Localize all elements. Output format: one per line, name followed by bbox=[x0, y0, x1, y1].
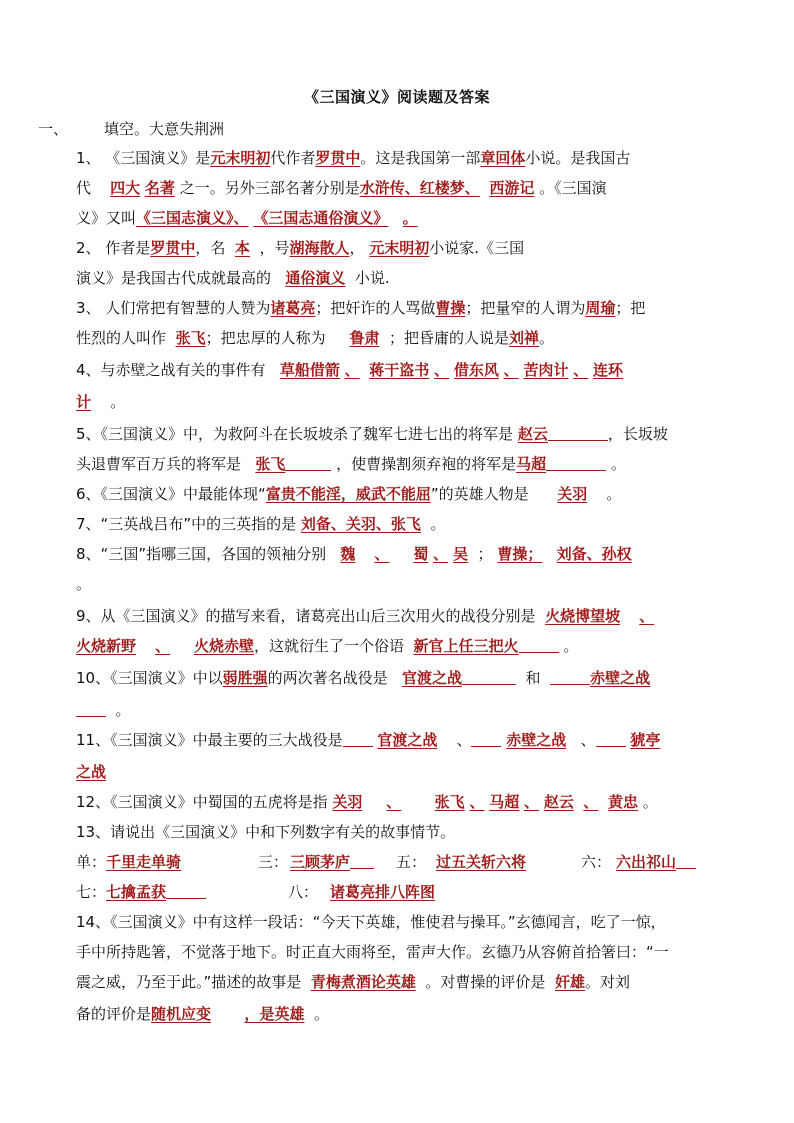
question-text: 六： bbox=[581, 853, 612, 871]
question-text: 震之威，乃至于此。”描述的故事是 bbox=[76, 973, 302, 991]
question-text: 。 bbox=[430, 515, 446, 533]
answer-text: 、 bbox=[374, 545, 390, 563]
question-text: ； bbox=[477, 545, 493, 563]
answer-text: 三顾茅庐 bbox=[290, 853, 351, 871]
answer-text: 曹操； bbox=[497, 545, 543, 563]
question-text: ，使曹操割须弃袍的将军是 bbox=[336, 455, 517, 473]
answer-blank-line bbox=[462, 670, 516, 685]
question-text: 。《三国演 bbox=[539, 179, 607, 197]
answer-text: 随机应变 bbox=[151, 1005, 212, 1023]
question-text: 的两次著名战役是 bbox=[267, 669, 388, 687]
question-text: 备的评价是 bbox=[76, 1005, 152, 1023]
q3-line2 bbox=[76, 328, 726, 348]
answer-text: 、 bbox=[233, 209, 249, 227]
question-text: 。 bbox=[563, 637, 579, 655]
q4-line1 bbox=[76, 360, 726, 380]
q13-row1 bbox=[76, 852, 726, 872]
answer-text: 蒋干盗书 bbox=[369, 361, 430, 379]
question-text: 8、“三国”指哪三国，各国的领袖分别 bbox=[76, 545, 327, 563]
question-text: ，名 bbox=[195, 239, 226, 257]
question-text: 13、请说出《三国演义》中和下列数字有关的故事情节。 bbox=[76, 823, 456, 841]
answer-text: 、 bbox=[573, 361, 589, 379]
answer-text: 、 bbox=[404, 179, 420, 197]
q7-line bbox=[76, 514, 726, 534]
answer-text: 青梅煮酒论英雄 bbox=[310, 973, 416, 991]
question-text: ， bbox=[349, 239, 365, 257]
answer-text: 过五关斩六将 bbox=[436, 853, 527, 871]
question-text: 5、《三国演义》中，为救阿斗在长坂坡杀了魏军七进七出的将军是 bbox=[76, 425, 514, 443]
question-text: 。 bbox=[642, 793, 658, 811]
question-text: 14、《三国演义》中有这样一段话：“今天下英雄，惟使君与操耳。”玄德闻言，吃了一惊， bbox=[76, 913, 666, 931]
q12-line bbox=[76, 792, 726, 812]
answer-text: 周瑜 bbox=[585, 299, 616, 317]
question-text: 4、与赤壁之战有关的事件有 bbox=[76, 361, 266, 379]
q14-line4 bbox=[76, 1004, 726, 1024]
answer-text: 草船借箭 bbox=[279, 361, 340, 379]
q11-line2 bbox=[76, 762, 726, 782]
page-title: 《三国演义》阅读题及答案 bbox=[303, 88, 490, 106]
answer-text: 火烧新野 bbox=[76, 637, 137, 655]
answer-text: 通俗演义 bbox=[285, 269, 346, 287]
question-text: 1、 《三国演义》是 bbox=[76, 149, 211, 167]
answer-text: 元末明初 bbox=[210, 149, 271, 167]
answer-text: 罗贯中 bbox=[150, 239, 196, 257]
question-text: 。对刘 bbox=[584, 973, 630, 991]
answer-text: 、 bbox=[433, 545, 449, 563]
answer-text: 张飞 bbox=[255, 455, 286, 473]
answer-text: 关羽 bbox=[557, 485, 588, 503]
question-text: 2、 作者是 bbox=[76, 239, 151, 257]
answer-text: 黄忠 bbox=[607, 793, 638, 811]
q2-line1 bbox=[76, 238, 726, 258]
answer-text: 奸雄 bbox=[554, 973, 585, 991]
answer-blank-line bbox=[519, 638, 559, 653]
question-text: ；把忠厚的人称为 bbox=[205, 329, 326, 347]
answer-text: 、 bbox=[583, 793, 599, 811]
question-text: 11、《三国演义》中最主要的三大战役是 bbox=[76, 731, 343, 749]
section-number: 一、 bbox=[38, 120, 69, 138]
question-text: 小说。是我国古 bbox=[525, 149, 631, 167]
answer-text: 赤壁之战 bbox=[590, 669, 651, 687]
question-text: 。这是我国第一部 bbox=[360, 149, 481, 167]
question-text: ；把量窄的人谓为 bbox=[465, 299, 586, 317]
question-text: 小说. bbox=[354, 269, 390, 287]
answer-text: 火烧赤壁 bbox=[193, 637, 254, 655]
q10-line1 bbox=[76, 668, 726, 688]
answer-text: 诸葛亮排八阵图 bbox=[330, 883, 436, 901]
answer-text: 湖海散人 bbox=[289, 239, 350, 257]
answer-text: 、 bbox=[639, 607, 655, 625]
q13-row2 bbox=[76, 882, 726, 902]
answer-blank-line bbox=[285, 456, 331, 471]
answer-text: 猇亭 bbox=[630, 731, 661, 749]
question-text: 代 bbox=[76, 179, 92, 197]
question-text: 12、《三国演义》中蜀国的五虎将是指 bbox=[76, 793, 328, 811]
answer-text: 七擒孟获 bbox=[106, 883, 167, 901]
answer-text: 孙权 bbox=[601, 545, 632, 563]
answer-text: 赵云 bbox=[543, 793, 574, 811]
question-text: 。 bbox=[610, 455, 626, 473]
answer-text: 赵云 bbox=[517, 425, 548, 443]
q9-line2 bbox=[76, 636, 726, 656]
q11-line1 bbox=[76, 730, 726, 750]
q14-line2 bbox=[76, 942, 726, 962]
q3-line1 bbox=[76, 298, 726, 318]
question-text: ；把 bbox=[615, 299, 646, 317]
question-text: 6、《三国演义》中最能体现“ bbox=[76, 485, 266, 503]
answer-text: 、 bbox=[469, 793, 485, 811]
answer-blank-line bbox=[596, 732, 626, 747]
answer-text: 刘备 bbox=[556, 545, 587, 563]
answer-text: 刘备、关羽、张飞 bbox=[300, 515, 421, 533]
answer-text: 、 bbox=[434, 361, 450, 379]
question-text: 小说家.《三国 bbox=[429, 239, 525, 257]
question-text: 手中所持匙箸，不觉落于地下。时正直大雨将至，雷声大作。玄德乃从容俯首拾箸曰：“一 bbox=[76, 943, 669, 961]
question-text: 单： bbox=[76, 853, 107, 871]
question-text: ；把昏庸的人说是 bbox=[389, 329, 510, 347]
answer-text: 富贵不能淫，威武不能屈 bbox=[265, 485, 431, 503]
answer-blank-line bbox=[550, 670, 590, 685]
answer-text: 《三国志通俗演义》 bbox=[253, 209, 389, 227]
answer-text: 四大 bbox=[110, 179, 141, 197]
question-text: 3、 人们常把有智慧的人赞为 bbox=[76, 299, 271, 317]
answer-text: 新官上任三把火 bbox=[413, 637, 519, 655]
q14-line3 bbox=[76, 972, 726, 992]
q14-line1 bbox=[76, 912, 726, 932]
answer-text: 六出祁山 bbox=[616, 853, 677, 871]
answer-blank-line bbox=[471, 732, 501, 747]
answer-text: 计 bbox=[76, 393, 92, 411]
answer-text: 千里走单骑 bbox=[106, 853, 182, 871]
q1-line1 bbox=[76, 148, 726, 168]
answer-text: 火烧博望坡 bbox=[545, 607, 621, 625]
q1-line2 bbox=[76, 178, 726, 198]
question-text: 三： bbox=[258, 853, 289, 871]
question-text: 之一。另外三部名著分别是 bbox=[179, 179, 360, 197]
answer-text: 关羽 bbox=[332, 793, 363, 811]
answer-text: 连环 bbox=[593, 361, 624, 379]
answer-blank-line bbox=[76, 702, 106, 717]
question-text: 9、从《三国演义》的描写来看，诸葛亮出山后三次用火的战役分别是 bbox=[76, 607, 536, 625]
question-text: 、 bbox=[456, 731, 472, 749]
answer-text: 之战 bbox=[76, 763, 107, 781]
q5-line1 bbox=[76, 424, 726, 444]
answer-blank-line bbox=[548, 426, 608, 441]
answer-text: 鲁肃 bbox=[349, 329, 380, 347]
question-text: 性烈的人叫作 bbox=[76, 329, 167, 347]
q13-line bbox=[76, 822, 726, 842]
answer-text: 、 bbox=[386, 793, 402, 811]
question-text: 。 bbox=[539, 329, 555, 347]
answer-text: 元末明初 bbox=[369, 239, 430, 257]
q1-line3 bbox=[76, 208, 726, 228]
question-text: ；把奸诈的人骂做 bbox=[315, 299, 436, 317]
answer-text: 、 bbox=[464, 179, 480, 197]
answer-text: 曹操 bbox=[435, 299, 466, 317]
answer-text: 借东风 bbox=[453, 361, 499, 379]
question-text: 。 bbox=[115, 701, 131, 719]
q5-line2 bbox=[76, 454, 726, 474]
question-text: 。 bbox=[314, 1005, 330, 1023]
answer-text: 、 bbox=[344, 361, 360, 379]
answer-text: 章回体 bbox=[480, 149, 526, 167]
question-text: 。对曹操的评价是 bbox=[425, 973, 546, 991]
answer-text: 、 bbox=[155, 637, 171, 655]
answer-text: 弱胜强 bbox=[222, 669, 268, 687]
answer-blank-line bbox=[343, 732, 373, 747]
question-text: 10、《三国演义》中以 bbox=[76, 669, 223, 687]
question-text: ，这就衍生了一个俗语 bbox=[253, 637, 404, 655]
question-text: ”的英雄人物是 bbox=[430, 485, 529, 503]
answer-blank-line bbox=[350, 854, 374, 869]
question-text: 义》又叫 bbox=[76, 209, 137, 227]
question-text: 头退曹军百万兵的将军是 bbox=[76, 455, 242, 473]
answer-text: 罗贯中 bbox=[315, 149, 361, 167]
answer-text: 张飞 bbox=[175, 329, 206, 347]
answer-text: 。 bbox=[402, 209, 418, 227]
answer-text: 张飞 bbox=[434, 793, 465, 811]
answer-text: 名著 bbox=[144, 179, 175, 197]
question-text: 、 bbox=[580, 731, 596, 749]
section-heading: 填空。大意失荆洲 bbox=[104, 120, 225, 138]
answer-blank-line bbox=[676, 854, 696, 869]
question-text: ，长坂坡 bbox=[607, 425, 668, 443]
question-text: 代作者 bbox=[270, 149, 316, 167]
answer-text: 苦肉计 bbox=[523, 361, 569, 379]
question-text: 。 bbox=[606, 485, 622, 503]
answer-text: 西游记 bbox=[489, 179, 535, 197]
q4-line2 bbox=[76, 392, 726, 412]
q6-line bbox=[76, 484, 726, 504]
answer-text: ， bbox=[244, 1005, 260, 1023]
answer-text: 、 bbox=[586, 545, 602, 563]
answer-text: 红楼梦 bbox=[419, 179, 465, 197]
question-text: 五： bbox=[396, 853, 427, 871]
question-text: 。 bbox=[110, 393, 126, 411]
answer-text: 赤壁之战 bbox=[506, 731, 567, 749]
answer-text: 《三国志演义》 bbox=[136, 209, 234, 227]
answer-text: 诸葛亮 bbox=[270, 299, 316, 317]
answer-text: 蜀 bbox=[413, 545, 429, 563]
answer-blank-line bbox=[546, 456, 606, 471]
q10-line2 bbox=[76, 700, 726, 720]
answer-text: 本 bbox=[234, 239, 250, 257]
question-text: 八： bbox=[288, 883, 319, 901]
question-text: 7、“三英战吕布”中的三英指的是 bbox=[76, 515, 297, 533]
answer-blank-line bbox=[166, 884, 206, 899]
answer-text: 刘禅 bbox=[509, 329, 540, 347]
answer-text: 、 bbox=[524, 793, 540, 811]
q8-line1 bbox=[76, 544, 726, 564]
answer-text: 魏 bbox=[340, 545, 356, 563]
answer-text: 水浒传 bbox=[359, 179, 405, 197]
q8-line2 bbox=[76, 574, 726, 594]
question-text: 七： bbox=[76, 883, 107, 901]
question-text: 和 bbox=[525, 669, 541, 687]
answer-text: 、 bbox=[503, 361, 519, 379]
answer-text: 吴 bbox=[452, 545, 468, 563]
q2-line2 bbox=[76, 268, 726, 288]
answer-text: 官渡之战 bbox=[377, 731, 438, 749]
question-text: 。 bbox=[76, 575, 92, 593]
answer-text: 马超 bbox=[489, 793, 520, 811]
question-text: 演义》是我国古代成就最高的 bbox=[76, 269, 272, 287]
answer-text: 马超 bbox=[516, 455, 547, 473]
question-text: ，号 bbox=[259, 239, 290, 257]
answer-text: 官渡之战 bbox=[401, 669, 462, 687]
answer-text: 是英雄 bbox=[259, 1005, 305, 1023]
q9-line1 bbox=[76, 606, 726, 626]
